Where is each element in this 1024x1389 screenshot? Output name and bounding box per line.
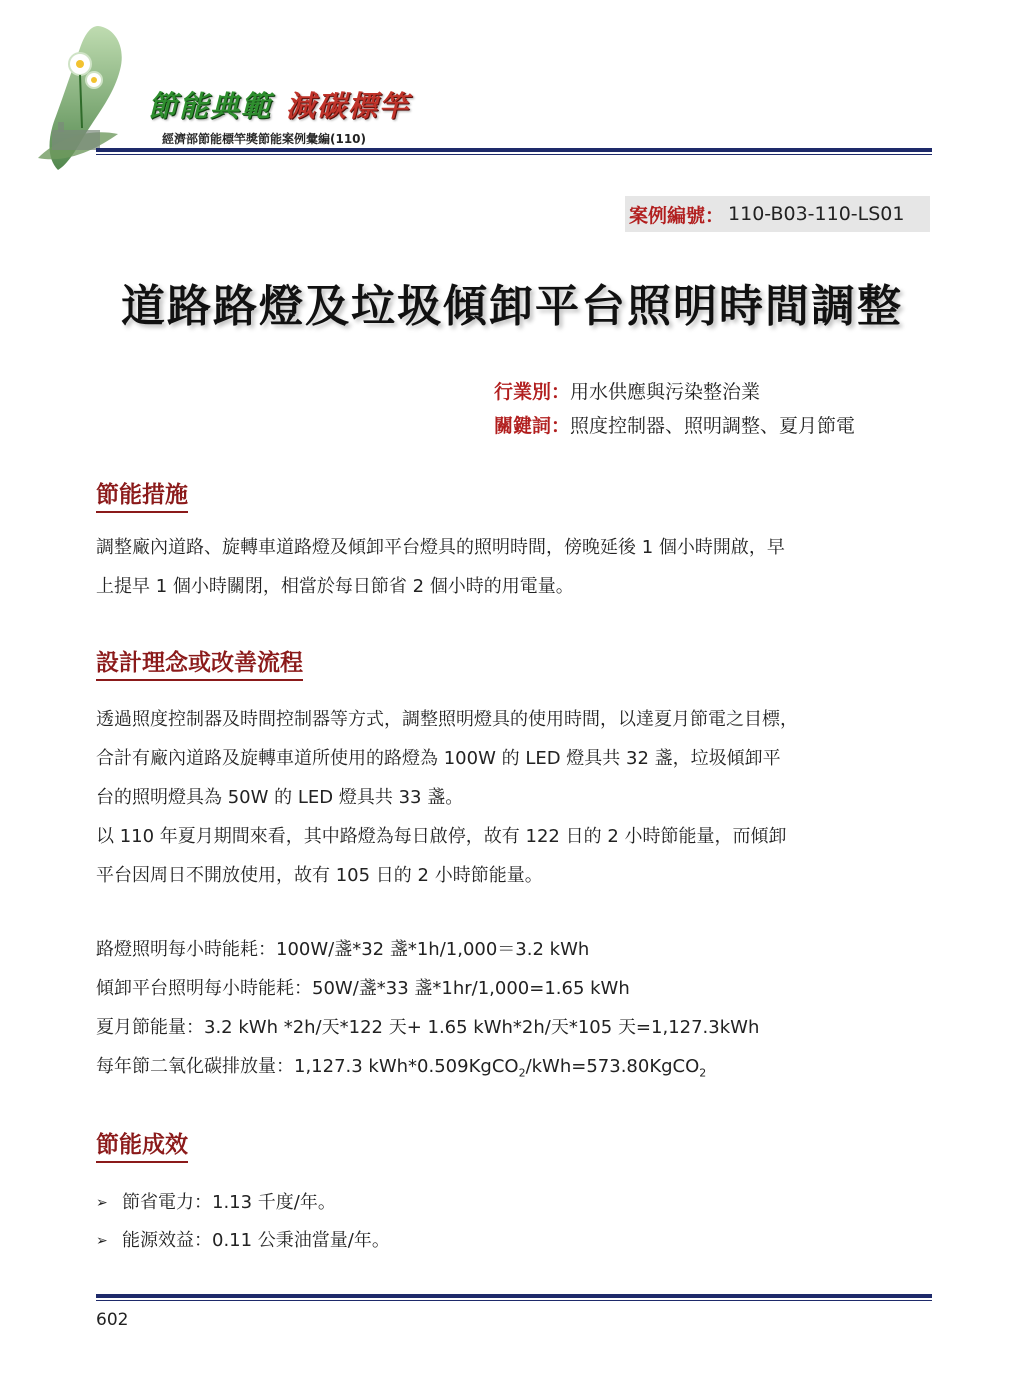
industry-row xyxy=(494,377,760,404)
page-title: 道路路燈及垃圾傾卸平台照明時間調整 xyxy=(121,281,903,332)
page-number: 602 xyxy=(96,1310,129,1330)
measures-paragraph xyxy=(96,528,932,606)
paragraph-line: 透過照度控制器及時間控制器等方式，調整照明燈具的使用時間，以達夏月節電之目標， xyxy=(96,709,798,730)
case-number-label: 案例編號： xyxy=(629,204,725,227)
paragraph-line: 台的照明燈具為 50W 的 LED 燈具共 33 盞。 xyxy=(96,787,464,808)
header-rule-thin xyxy=(96,154,932,155)
series-subtitle: 經濟部節能標竿獎節能案例彙編(110) xyxy=(162,132,367,146)
industry-label: 行業別： xyxy=(494,381,571,403)
keywords-row xyxy=(494,411,855,438)
case-number-box xyxy=(625,196,930,232)
paragraph-line: 上提早 1 個小時關閉，相當於每日節省 2 個小時的用電量。 xyxy=(96,576,574,597)
footer-rule xyxy=(96,1294,932,1298)
paragraph-line: 合計有廠內道路及旋轉車道所使用的路燈為 100W 的 LED 燈具共 32 盞，垃圾傾卸平 xyxy=(96,748,781,769)
slogan xyxy=(148,84,410,125)
calc-line: 傾卸平台照明每小時能耗：50W/盞*33 盞*1hr/1,000=1.65 kWh xyxy=(96,978,630,999)
results-list xyxy=(96,1184,390,1260)
arrow-bullet-icon: ➢ xyxy=(96,1233,108,1249)
calc-line: 夏月節能量：3.2 kWh *2h/天*122 天+ 1.65 kWh*2h/天*105 天=1,127.3kWh xyxy=(96,1017,760,1038)
co2-calc-line: 每年節二氧化碳排放量：1,127.3 kWh*0.509KgCO$_2$/kWh=573.80KgCO$_2$ xyxy=(96,1056,707,1080)
keywords-label: 關鍵詞： xyxy=(494,415,571,437)
paragraph-line: 以 110 年夏月期間來看，其中路燈為每日啟停，故有 122 日的 2 小時節能量，而傾卸 xyxy=(96,826,787,847)
industry-value: 用水供應與污染整治業 xyxy=(570,381,761,403)
footer-rule-thin xyxy=(96,1300,932,1301)
design-paragraph xyxy=(96,700,932,895)
paragraph-line: 平台因周日不開放使用，故有 105 日的 2 小時節能量。 xyxy=(96,865,543,886)
section-heading-measures: 節能措施 xyxy=(96,476,188,513)
case-number-value: 110-B03-110-LS01 xyxy=(728,203,905,225)
header-rule xyxy=(96,148,932,152)
list-item: ➢ 能源效益：0.11 公秉油當量/年。 xyxy=(96,1222,390,1260)
list-item: ➢ 節省電力：1.13 千度/年。 xyxy=(96,1184,390,1222)
keywords-value: 照度控制器、照明調整、夏月節電 xyxy=(570,415,856,437)
calculation-block xyxy=(96,930,932,1093)
section-heading-design: 設計理念或改善流程 xyxy=(96,644,303,681)
slogan-part2: 減碳標竿 xyxy=(286,89,411,123)
slogan-part1: 節能典範 xyxy=(148,89,273,123)
arrow-bullet-icon: ➢ xyxy=(96,1195,108,1211)
paragraph-line: 調整廠內道路、旋轉車道路燈及傾卸平台燈具的照明時間，傍晚延後 1 個小時開啟，早 xyxy=(96,537,785,558)
section-heading-results: 節能成效 xyxy=(96,1126,188,1163)
calc-line: 路燈照明每小時能耗：100W/盞*32 盞*1h/1,000＝3.2 kWh xyxy=(96,939,590,960)
